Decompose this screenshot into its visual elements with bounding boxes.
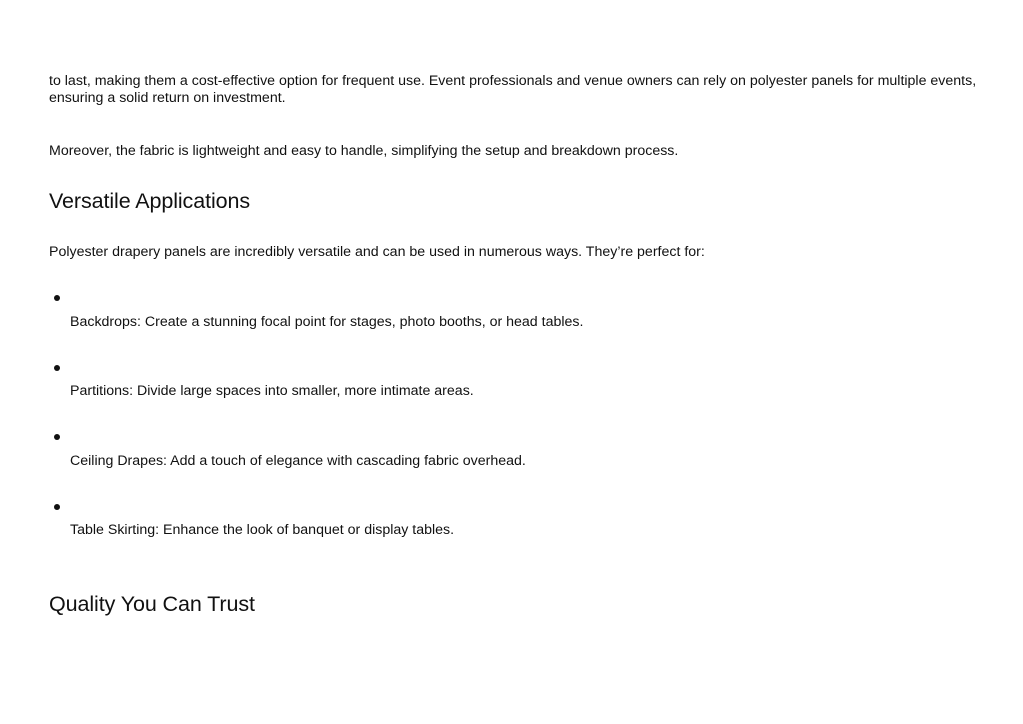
list-item-text: Partitions: Divide large spaces into smaller, more intimate areas. bbox=[70, 383, 474, 399]
versatile-intro: Polyester drapery panels are incredibly versatile and can be used in numerous ways. They’re perfect for: bbox=[49, 244, 705, 260]
quality-heading: Quality You Can Trust bbox=[49, 592, 255, 616]
intro-paragraph-1: to last, making them a cost-effective option for frequent use. Event professionals and venue owners can rely on polyester panels for multiple events, ensuring a solid return on investment. bbox=[49, 73, 977, 106]
bullet-icon bbox=[54, 434, 60, 440]
bullet-icon bbox=[54, 295, 60, 301]
list-item-text: Backdrops: Create a stunning focal point for stages, photo booths, or head tables. bbox=[70, 314, 584, 330]
versatile-heading: Versatile Applications bbox=[49, 189, 250, 213]
list-item-text: Ceiling Drapes: Add a touch of elegance with cascading fabric overhead. bbox=[70, 453, 526, 469]
bullet-icon bbox=[54, 365, 60, 371]
list-item-text: Table Skirting: Enhance the look of banquet or display tables. bbox=[70, 522, 455, 538]
bullet-icon bbox=[54, 504, 60, 510]
intro-paragraph-2: Moreover, the fabric is lightweight and easy to handle, simplifying the setup and breakdown process. bbox=[49, 143, 679, 159]
